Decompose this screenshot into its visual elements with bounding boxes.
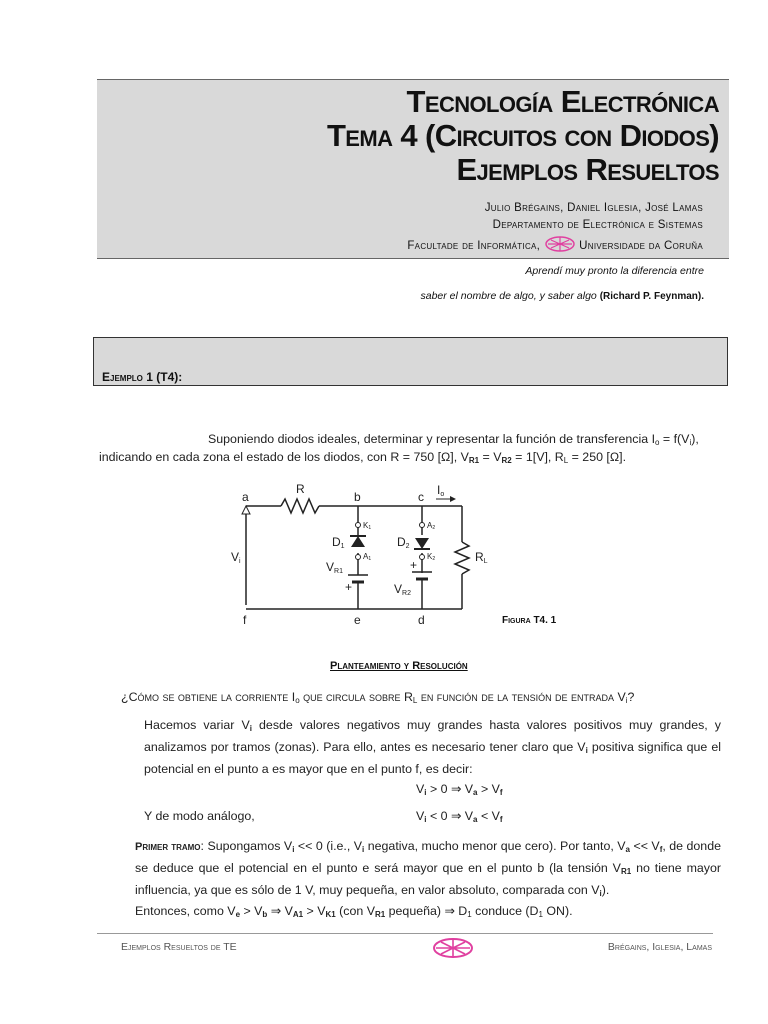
authors: Julio Brégains, Daniel Iglesia, José Lamas xyxy=(484,202,703,214)
equation-2: Vi < 0 ⇒ Va < Vf xyxy=(416,809,503,824)
figure-caption: Figura T4. 1 xyxy=(502,615,557,626)
paragraph-1: Hacemos variar Vi desde valores negativos muy grandes hasta valores positivos muy grandes, y analizamos por tramos (zonas). Para ello, antes es necesario tener claro que Vi positiva significa que el potencial en el punto a es mayor que en el punto f, es decir: xyxy=(144,718,721,776)
label-io: Io xyxy=(437,483,445,498)
label-k2: K2 xyxy=(427,552,436,562)
label-a2: A2 xyxy=(427,521,436,531)
section-title: Planteamiento y Resolución xyxy=(330,660,468,672)
faculty: Facultade de Informática, xyxy=(407,240,541,252)
plus-1: + xyxy=(345,580,353,594)
node-f: f xyxy=(243,613,247,627)
label-vr1: VR1 xyxy=(326,560,343,575)
node-b: b xyxy=(354,490,361,504)
university: Universidade da Coruña xyxy=(579,240,703,252)
question: ¿Cómo se obtiene la corriente $I_o$ que circula sobre $R_L$ en función de la tensión de entrada $V_i$? xyxy=(121,690,635,705)
circuit-diagram xyxy=(226,478,486,628)
affiliation-line xyxy=(407,236,703,252)
footer-rule xyxy=(97,933,713,934)
node-d: d xyxy=(418,613,425,627)
example-title: Ejemplo 1 (T4): xyxy=(102,370,183,384)
statement-line-2: indicando en cada zona el estado de los diodos, con R = 750 [Ω], VR1 = VR2 = 1[V], $R_L = 250$ [Ω]. xyxy=(99,450,627,465)
department: Departamento de Electrónica e Sistemas xyxy=(492,219,703,231)
footer-logo-icon xyxy=(432,937,474,959)
quote-author: (Richard P. Feynman). xyxy=(599,291,704,302)
footer-right: Brégains, Iglesia, Lamas xyxy=(607,941,712,953)
plus-2: + xyxy=(410,558,418,572)
label-a1: A1 xyxy=(363,552,372,562)
footer-left: Ejemplos Resueltos de TE xyxy=(121,941,237,953)
paragraph-2: Primer tramo: Supongamos Vi << 0 (i.e., Vi negativa, mucho menor que cero). Por tanto, Va << Vf, de donde se deduce que el potencial en el punto e será mayor que en el punto b (la tensión VR1 no tiene mayor influencia, ya que es sólo de 1 V, muy pequeña, en valor absoluto, comparada con Vi). xyxy=(135,839,721,898)
quote-text: saber el nombre de algo, y saber algo xyxy=(420,290,597,302)
node-a: a xyxy=(242,490,249,504)
statement-line-1: Suponiendo diodos ideales, determinar y representar la función de transferencia $I_o = f(V_i)$, xyxy=(208,432,699,447)
title-line-1: Tecnología Electrónica xyxy=(406,84,719,119)
node-c: c xyxy=(418,490,424,504)
label-r: R xyxy=(296,482,305,496)
label-k1: K1 xyxy=(363,521,372,531)
title-line-3: Ejemplos Resueltos xyxy=(456,152,719,187)
quote-line-2 xyxy=(421,290,705,302)
university-logo-icon xyxy=(545,236,575,252)
equation-1: Vi > 0 ⇒ Va > Vf xyxy=(416,782,503,797)
paragraph-3: Entonces, como Ve > Vb ⇒ VA1 > VK1 (con VR1 pequeña) ⇒ $D_1$ conduce ($D_1$ ON). xyxy=(135,904,573,919)
label-vi: Vi xyxy=(231,550,241,565)
example-box xyxy=(93,337,728,386)
label-vr2: VR2 xyxy=(394,582,411,597)
label-d1: D1 xyxy=(332,535,345,550)
header-box xyxy=(97,79,729,259)
node-e: e xyxy=(354,613,361,627)
quote-line-1: Aprendí muy pronto la diferencia entre xyxy=(525,265,704,277)
title-line-2: Tema 4 (Circuitos con Diodos) xyxy=(326,118,719,153)
analog-text: Y de modo análogo, xyxy=(144,809,255,823)
label-d2: D2 xyxy=(397,535,410,550)
label-rl: RL xyxy=(475,550,488,565)
